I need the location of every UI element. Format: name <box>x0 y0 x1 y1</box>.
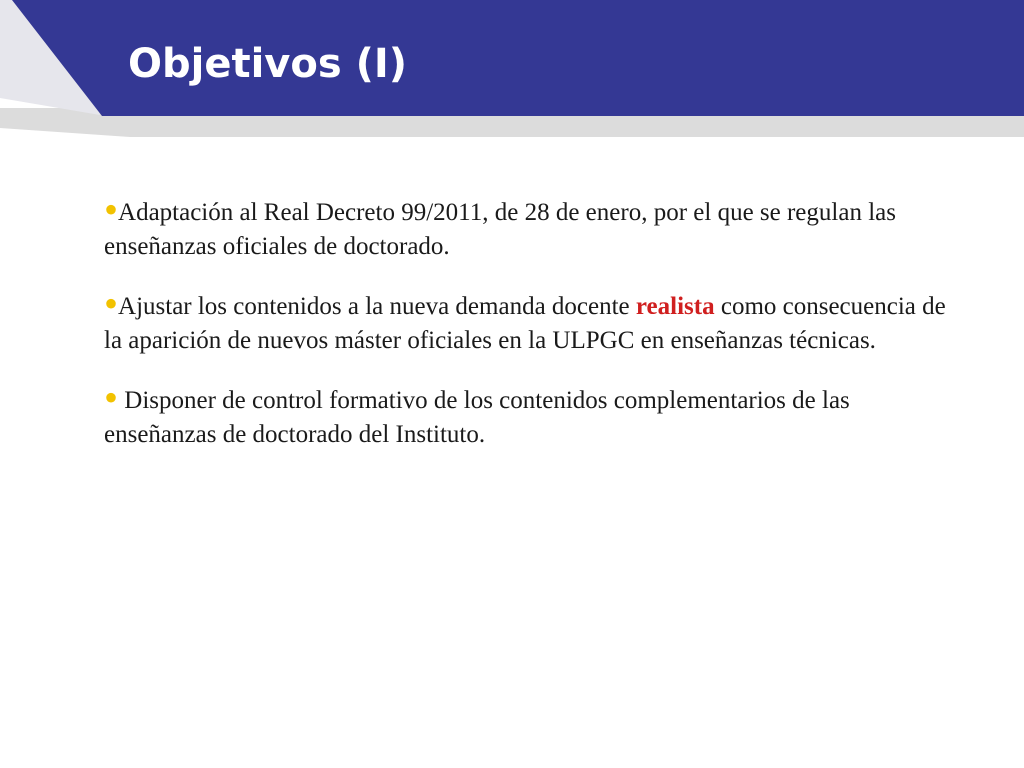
bullet-text-2-end: como consecuencia de la aparición de nuevos máster oficiales en la ULPGC en enseñanzas técnicas. <box>104 293 946 354</box>
highlight-word: realista <box>635 293 715 320</box>
bullet-text-2-start: Ajustar los contenidos a la nueva demanda docente <box>118 293 636 320</box>
bullet-list <box>104 187 964 478</box>
slide-title: Objetivos (I) <box>128 41 408 87</box>
bullet-item-2 <box>104 281 964 358</box>
bullet-item-3 <box>104 375 964 452</box>
bullet-item-1 <box>104 187 964 264</box>
bullet-text-1: Adaptación al Real Decreto 99/2011, de 28 de enero, por el que se regulan las enseñanzas oficiales de doctorado. <box>104 199 896 260</box>
bullet-dot-icon: • <box>104 375 119 420</box>
bullet-text-3: Disponer de control formativo de los contenidos complementarios de las enseñanzas de doctorado del Instituto. <box>104 387 850 448</box>
bullet-dot-icon: • <box>104 187 119 232</box>
bullet-dot-icon: • <box>104 281 119 326</box>
